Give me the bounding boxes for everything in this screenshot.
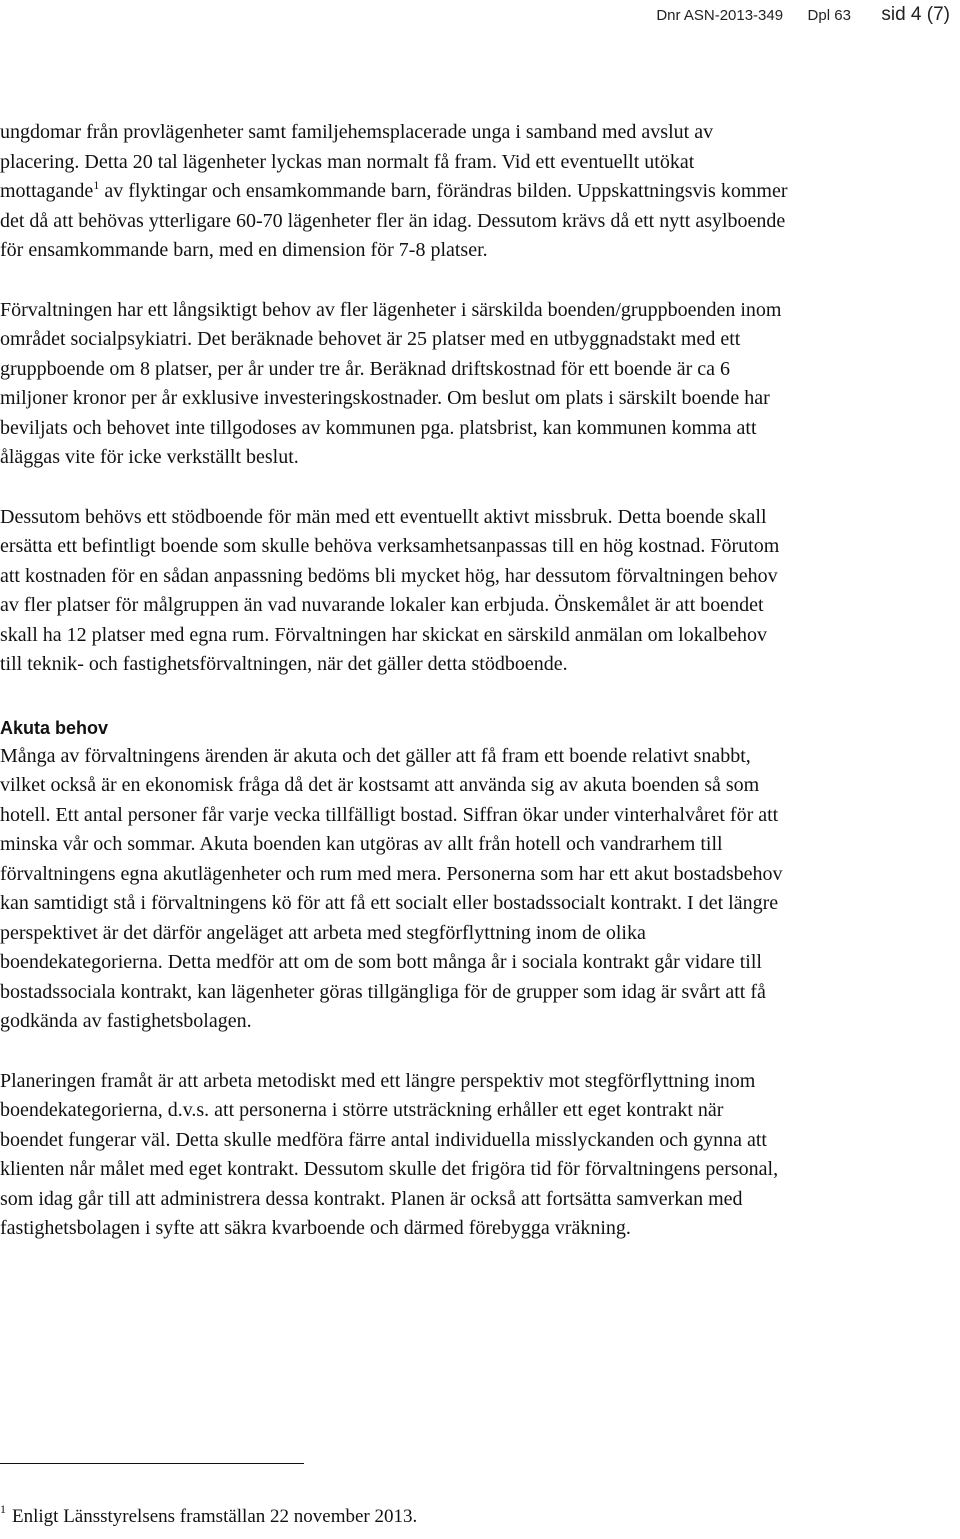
paragraph-2: Förvaltningen har ett långsiktigt behov av fler lägenheter i särskilda boenden/gruppboenden inom området socialpsykiatri. Det beräknade behovet är 25 platser med en utbyggnadstakt med ett gruppboende om 8 platser, per år under tre år. Beräknad driftskostnad för ett boende är ca 6 miljoner kronor per år exklusive investeringskostnader. Om beslut om plats i särskilt boende har beviljats och behovet inte tillgodoses av kommunen pga. platsbrist, kan kommunen komma att åläggas vite för icke verkställt beslut.: [0, 298, 782, 468]
paragraph-1-text-a: ungdomar från provlägenheter samt familjehemsplacerade unga i samband med avslut av placering. Detta 20 tal lägenheter lyckas man normalt få fram. Vid ett eventuellt utökat mottagande: [0, 121, 714, 202]
page-number: sid 4 (7): [881, 4, 950, 25]
paragraph-3: Dessutom behövs ett stödboende för män med ett eventuellt aktivt missbruk. Detta boende skall ersätta ett befintligt boende som skulle behöva verksamhetsanpassas till en hög kostnad. Förutom att kostnaden för en sådan anpassning bedöms bli mycket hög, har dessutom förvaltningen behov av fler platser för målgruppen än vad nuvarande lokaler kan erbjuda. Önskemålet är att boendet skall ha 12 platser med egna rum. Förvaltningen har skickat en särskild anmälan om lokalbehov till teknik- och fastighetsförvaltningen, när det gäller detta stödboende.: [0, 505, 780, 675]
footnote-reference[interactable]: 1: [93, 178, 100, 192]
paragraph-1-text-b: av flyktingar och ensamkommande barn, förändras bilden. Uppskattningsvis kommer det då att behövas ytterligare 60-70 lägenheter fler än idag. Dessutom krävs då ett nytt asylboende för ensamkommande barn, med en dimension för 7-8 platser.: [0, 180, 788, 261]
page-header: [656, 4, 950, 26]
paragraph-5: Planeringen framåt är att arbeta metodiskt med ett längre perspektiv mot stegförflyttning inom boendekategorierna, d.v.s. att personerna i större utsträckning erhåller ett eget kontrakt när boendet fungerar väl. Detta skulle medföra färre antal individuella misslyckanden och gynna att klienten når målet med eget kontrakt. Dessutom skulle det frigöra tid för förvaltningens personal, som idag går till att administrera dessa kontrakt. Planen är också att fortsätta samverkan med fastighetsbolagen i syfte att säkra kvarboende och därmed förebygga vräkning.: [0, 1069, 779, 1239]
footnote-text: Enligt Länsstyrelsens framställan 22 november 2013.: [12, 1506, 418, 1527]
footnote-number: 1: [0, 1502, 6, 1516]
paragraph-1: [0, 118, 790, 266]
section-heading-akuta-behov: Akuta behov: [0, 717, 109, 738]
footnote-separator: [0, 1463, 304, 1464]
paragraph-4: Många av förvaltningens ärenden är akuta och det gäller att få fram ett boende relativt snabbt, vilket också är en ekonomisk fråga då det är kostsamt att använda sig av akuta boenden så som hotell. Ett antal personer får varje vecka tillfälligt bostad. Siffran ökar under vinterhalvåret för att minska vår och sommar. Akuta boenden kan utgöras av allt från hotell och vandrarhem till förvaltningens egna akutlägenheter och rum med mera. Personerna som har ett akut bostadsbehov kan samtidigt stå i förvaltningens kö för att få ett socialt eller bostadssocialt kontrakt. I det längre perspektivet är det därför angeläget att arbeta med stegförflyttning inom de olika boendekategorierna. Detta medför att om de som bott många år i sociala kontrakt går vidare till bostadssociala kontrakt, kan lägenheter göras tillgängliga för de grupper som idag är svårt att få godkända av fastighetsbolagen.: [0, 744, 783, 1032]
document-body: [0, 118, 790, 1244]
footnote: [0, 1504, 417, 1530]
document-reference: Dnr ASN-2013-349: [656, 7, 784, 24]
document-part-number: Dpl 63: [807, 7, 851, 24]
